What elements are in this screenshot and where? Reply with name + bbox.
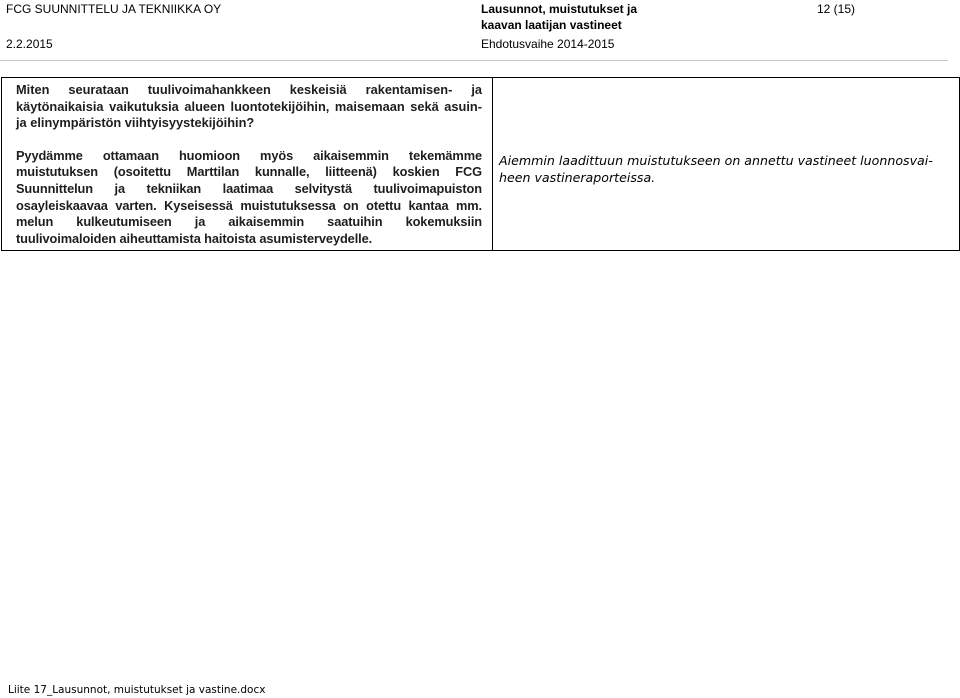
- response-cell: [493, 78, 959, 250]
- header-date: 2.2.2015: [6, 37, 53, 51]
- header-document-title: [481, 1, 637, 33]
- header-phase: Ehdotusvaihe 2014-2015: [481, 37, 615, 51]
- response-line-2: heen vastineraporteissa.: [499, 169, 656, 185]
- header-company: FCG SUUNNITTELU JA TEKNIIKKA OY: [6, 2, 222, 16]
- header-divider: [0, 60, 948, 61]
- response-line-1: Aiemmin laadittuun muistutukseen on annettu vastineet luonnosvai-: [499, 153, 933, 168]
- header-title-line-2: kaavan laatijan vastineet: [481, 18, 622, 32]
- header-title-line-1: Lausunnot, muistutukset ja: [481, 2, 638, 16]
- comment-response-table: [1, 77, 960, 251]
- comment-question: Miten seurataan tuulivoimahankkeen keskeisiä rakentamisen- ja käytönaikaisia vaikutuksia alueen luontotekijöihin, maisemaan sekä asuin- ja elinympäristön viihtyisyystekijöihin?: [16, 82, 482, 131]
- comment-cell: [2, 78, 493, 250]
- comment-statement: Pyydämme ottamaan huomioon myös aikaisemmin tekemämme muistutuksen (osoitettu Marttilan kunnalle, liitteenä) koskien FCG Suunnittelun ja tekniikan laatimaa selvitystä tuulivoimapuiston osayleiskaavaa varten. Kyseisessä muistutuksessa on otettu kantaa mm. melun kulkeutumiseen ja aikaisemmin saatuihin kokemuksiin tuulivoimaloiden aiheuttamista haitoista asumisterveydelle.: [16, 147, 482, 246]
- header-page-number: 12 (15): [817, 2, 856, 16]
- footer-filename: Liite 17_Lausunnot, muistutukset ja vastine.docx: [8, 684, 266, 696]
